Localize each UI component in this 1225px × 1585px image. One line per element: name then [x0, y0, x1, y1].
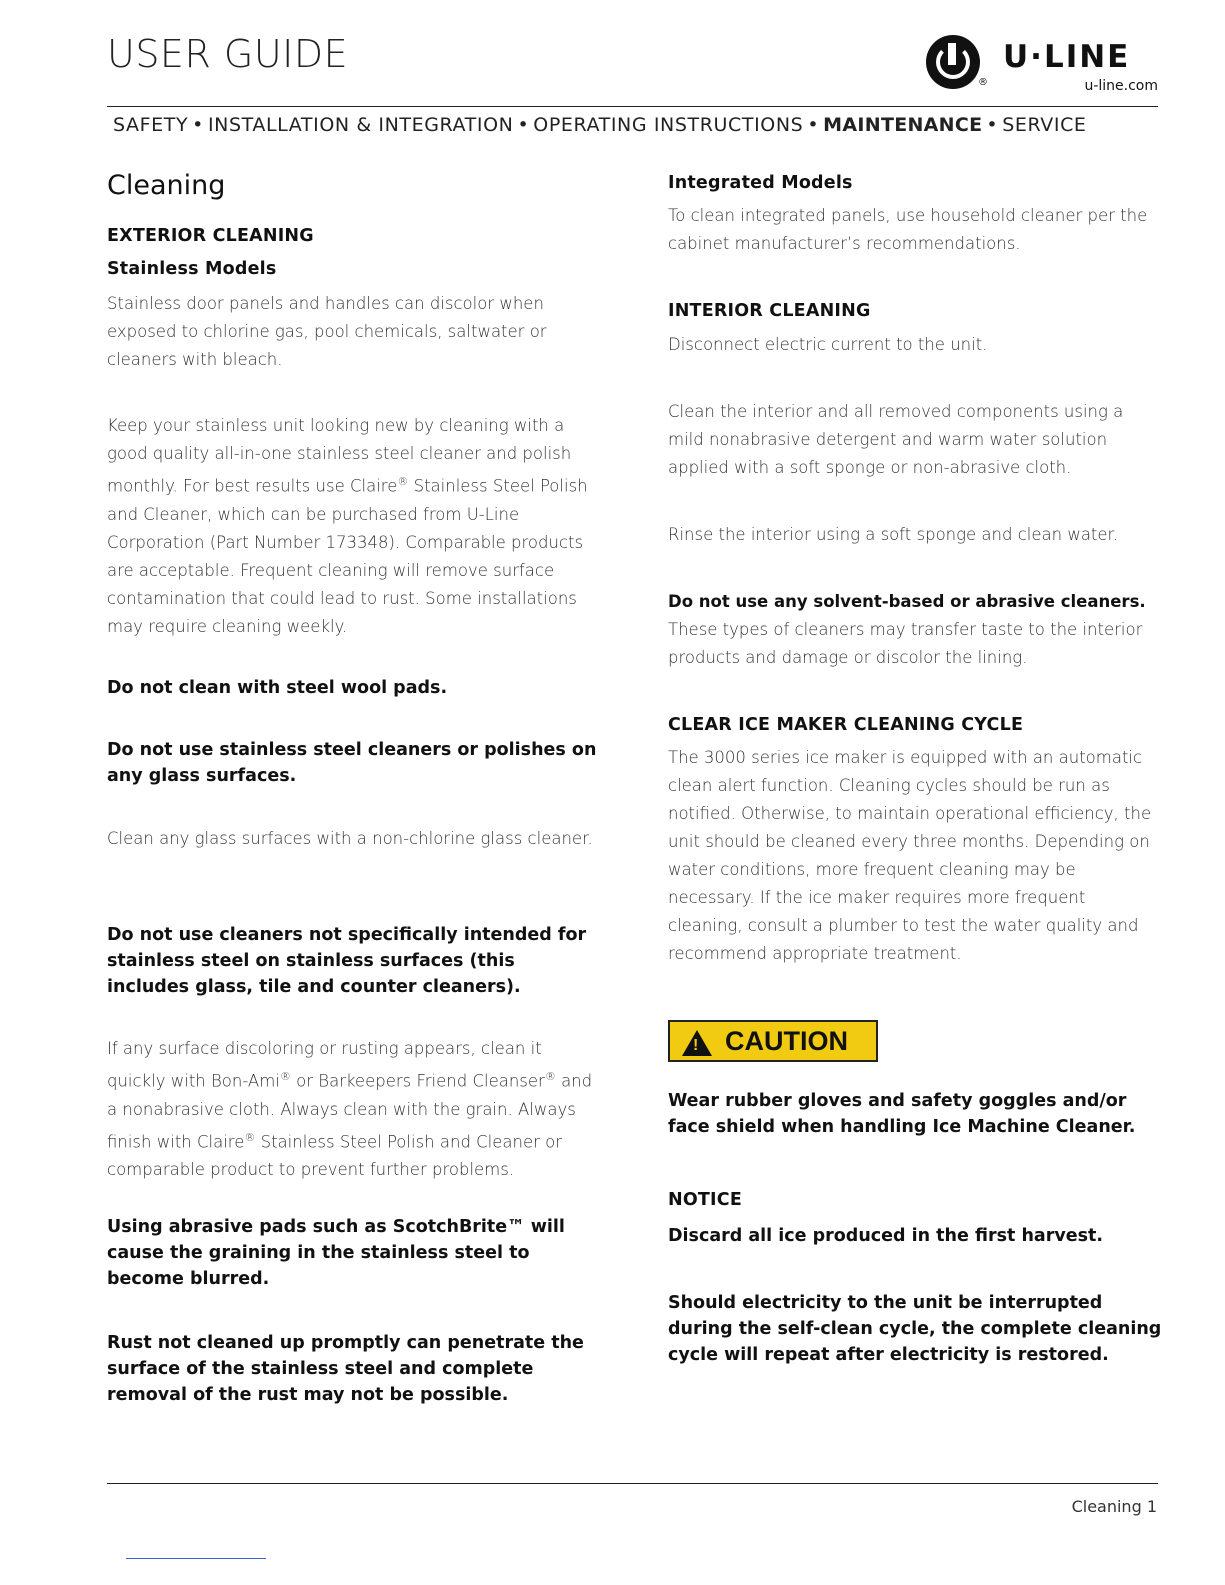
footer-divider: [107, 1483, 1158, 1484]
ice-maker-heading: CLEAR ICE MAKER CLEANING CYCLE: [668, 715, 1024, 735]
caution-badge: ! CAUTION: [668, 1020, 878, 1062]
stainless-discolor-text: Stainless door panels and handles can discolor when exposed to chlorine gas, pool chemicals, saltwater or cleaners with bleach.: [107, 294, 547, 369]
integrated-models-text: To clean integrated panels, use household cleaner per the cabinet manufacturer’s recommendations.: [668, 206, 1148, 253]
nav-item-safety: SAFETY: [113, 114, 189, 136]
brand-logo: [926, 35, 1158, 95]
nav-item-maintenance: MAINTENANCE: [823, 114, 983, 136]
footer-page-label: Cleaning 1: [1071, 1497, 1157, 1516]
notice-text: Discard all ice produced in the first harvest.: [668, 1226, 1104, 1246]
registered-mark: ®: [978, 77, 988, 88]
nav-item-service: SERVICE: [1002, 114, 1087, 136]
interior-clean-text: Clean the interior and all removed components using a mild nonabrasive detergent and warm water solution applied with a soft sponge or non-abrasive cloth.: [668, 402, 1124, 477]
section-title: Cleaning: [107, 170, 226, 201]
warning-cleaners: Do not use cleaners not specifically intended for stainless steel on stainless surfaces (this includes glass, tile and counter cleaners).: [107, 925, 587, 997]
brand-wordmark: U·LINE: [1003, 39, 1131, 75]
u-line-logo-icon: [926, 35, 980, 89]
glass-cleaning-text: Clean any glass surfaces with a non-chlorine glass cleaner.: [107, 829, 593, 848]
exterior-cleaning-heading: EXTERIOR CLEANING: [107, 226, 314, 246]
stainless-care-text: Keep your stainless unit looking new by cleaning with a good quality all-in-one stainless steel cleaner and polish monthly. For best results use Claire® Stainless Steel Polish and Cleaner, which can be purchased from U-Line Corporation (Part Number 173348). Comparable products are acceptable. Frequent cleaning will remove surface contamination that could lead to rust. Some installations may require cleaning weekly.: [107, 416, 588, 636]
header-divider: [107, 106, 1158, 107]
caution-label: CAUTION: [725, 1026, 848, 1056]
warning-steel-wool: Do not clean with steel wool pads.: [107, 678, 448, 698]
warning-glass-polish: Do not use stainless steel cleaners or polishes on any glass surfaces.: [107, 740, 597, 786]
stainless-models-heading: Stainless Models: [107, 259, 277, 279]
page-header-title: USER GUIDE: [107, 32, 349, 76]
nav-item-installation: INSTALLATION & INTEGRATION: [207, 114, 514, 136]
ice-maker-text: The 3000 series ice maker is equipped with an automatic clean alert function. Cleaning cycles should be run as notified. Otherwise, to maintain operational efficiency, the unit should be cleaned every three months. Depending on water conditions, more frequent cleaning may be necessary. If the ice maker requires more frequent cleaning, consult a plumber to test the water quality and recommend appropriate treatment.: [668, 748, 1152, 963]
caution-text: Wear rubber gloves and safety goggles and/or face shield when handling Ice Machine Cleaner.: [668, 1091, 1136, 1137]
warning-abrasive-pads: Using abrasive pads such as ScotchBrite™ will cause the graining in the stainless steel to become blurred.: [107, 1217, 565, 1289]
interior-disconnect-text: Disconnect electric current to the unit.: [668, 335, 988, 354]
section-nav: SAFETY • INSTALLATION & INTEGRATION • OPERATING INSTRUCTIONS • MAINTENANCE • SERVICE: [113, 114, 1087, 136]
interior-cleaning-heading: INTERIOR CLEANING: [668, 301, 871, 321]
interior-rinse-text: Rinse the interior using a soft sponge and clean water.: [668, 525, 1119, 544]
integrated-models-heading: Integrated Models: [668, 173, 853, 193]
nav-item-operating: OPERATING INSTRUCTIONS: [533, 114, 804, 136]
interior-solvent-warning: Do not use any solvent-based or abrasive cleaners. These types of cleaners may transfer taste to the interior products and damage or discolor the lining.: [668, 592, 1146, 667]
footer-link-underline[interactable]: [126, 1558, 266, 1559]
warning-rust: Rust not cleaned up promptly can penetrate the surface of the stainless steel and complete removal of the rust may not be possible.: [107, 1333, 584, 1405]
self-clean-warning: Should electricity to the unit be interrupted during the self-clean cycle, the complete cleaning cycle will repeat after electricity is restored.: [668, 1293, 1162, 1365]
rust-cleaning-text: If any surface discoloring or rusting appears, clean it quickly with Bon-Ami® or Barkeepers Friend Cleanser® and a nonabrasive cloth. Always clean with the grain. Always finish with Claire® Stainless Steel Polish and Cleaner or comparable product to prevent further problems.: [107, 1039, 593, 1179]
notice-label: NOTICE: [668, 1190, 742, 1210]
brand-url: u-line.com: [1084, 78, 1158, 94]
